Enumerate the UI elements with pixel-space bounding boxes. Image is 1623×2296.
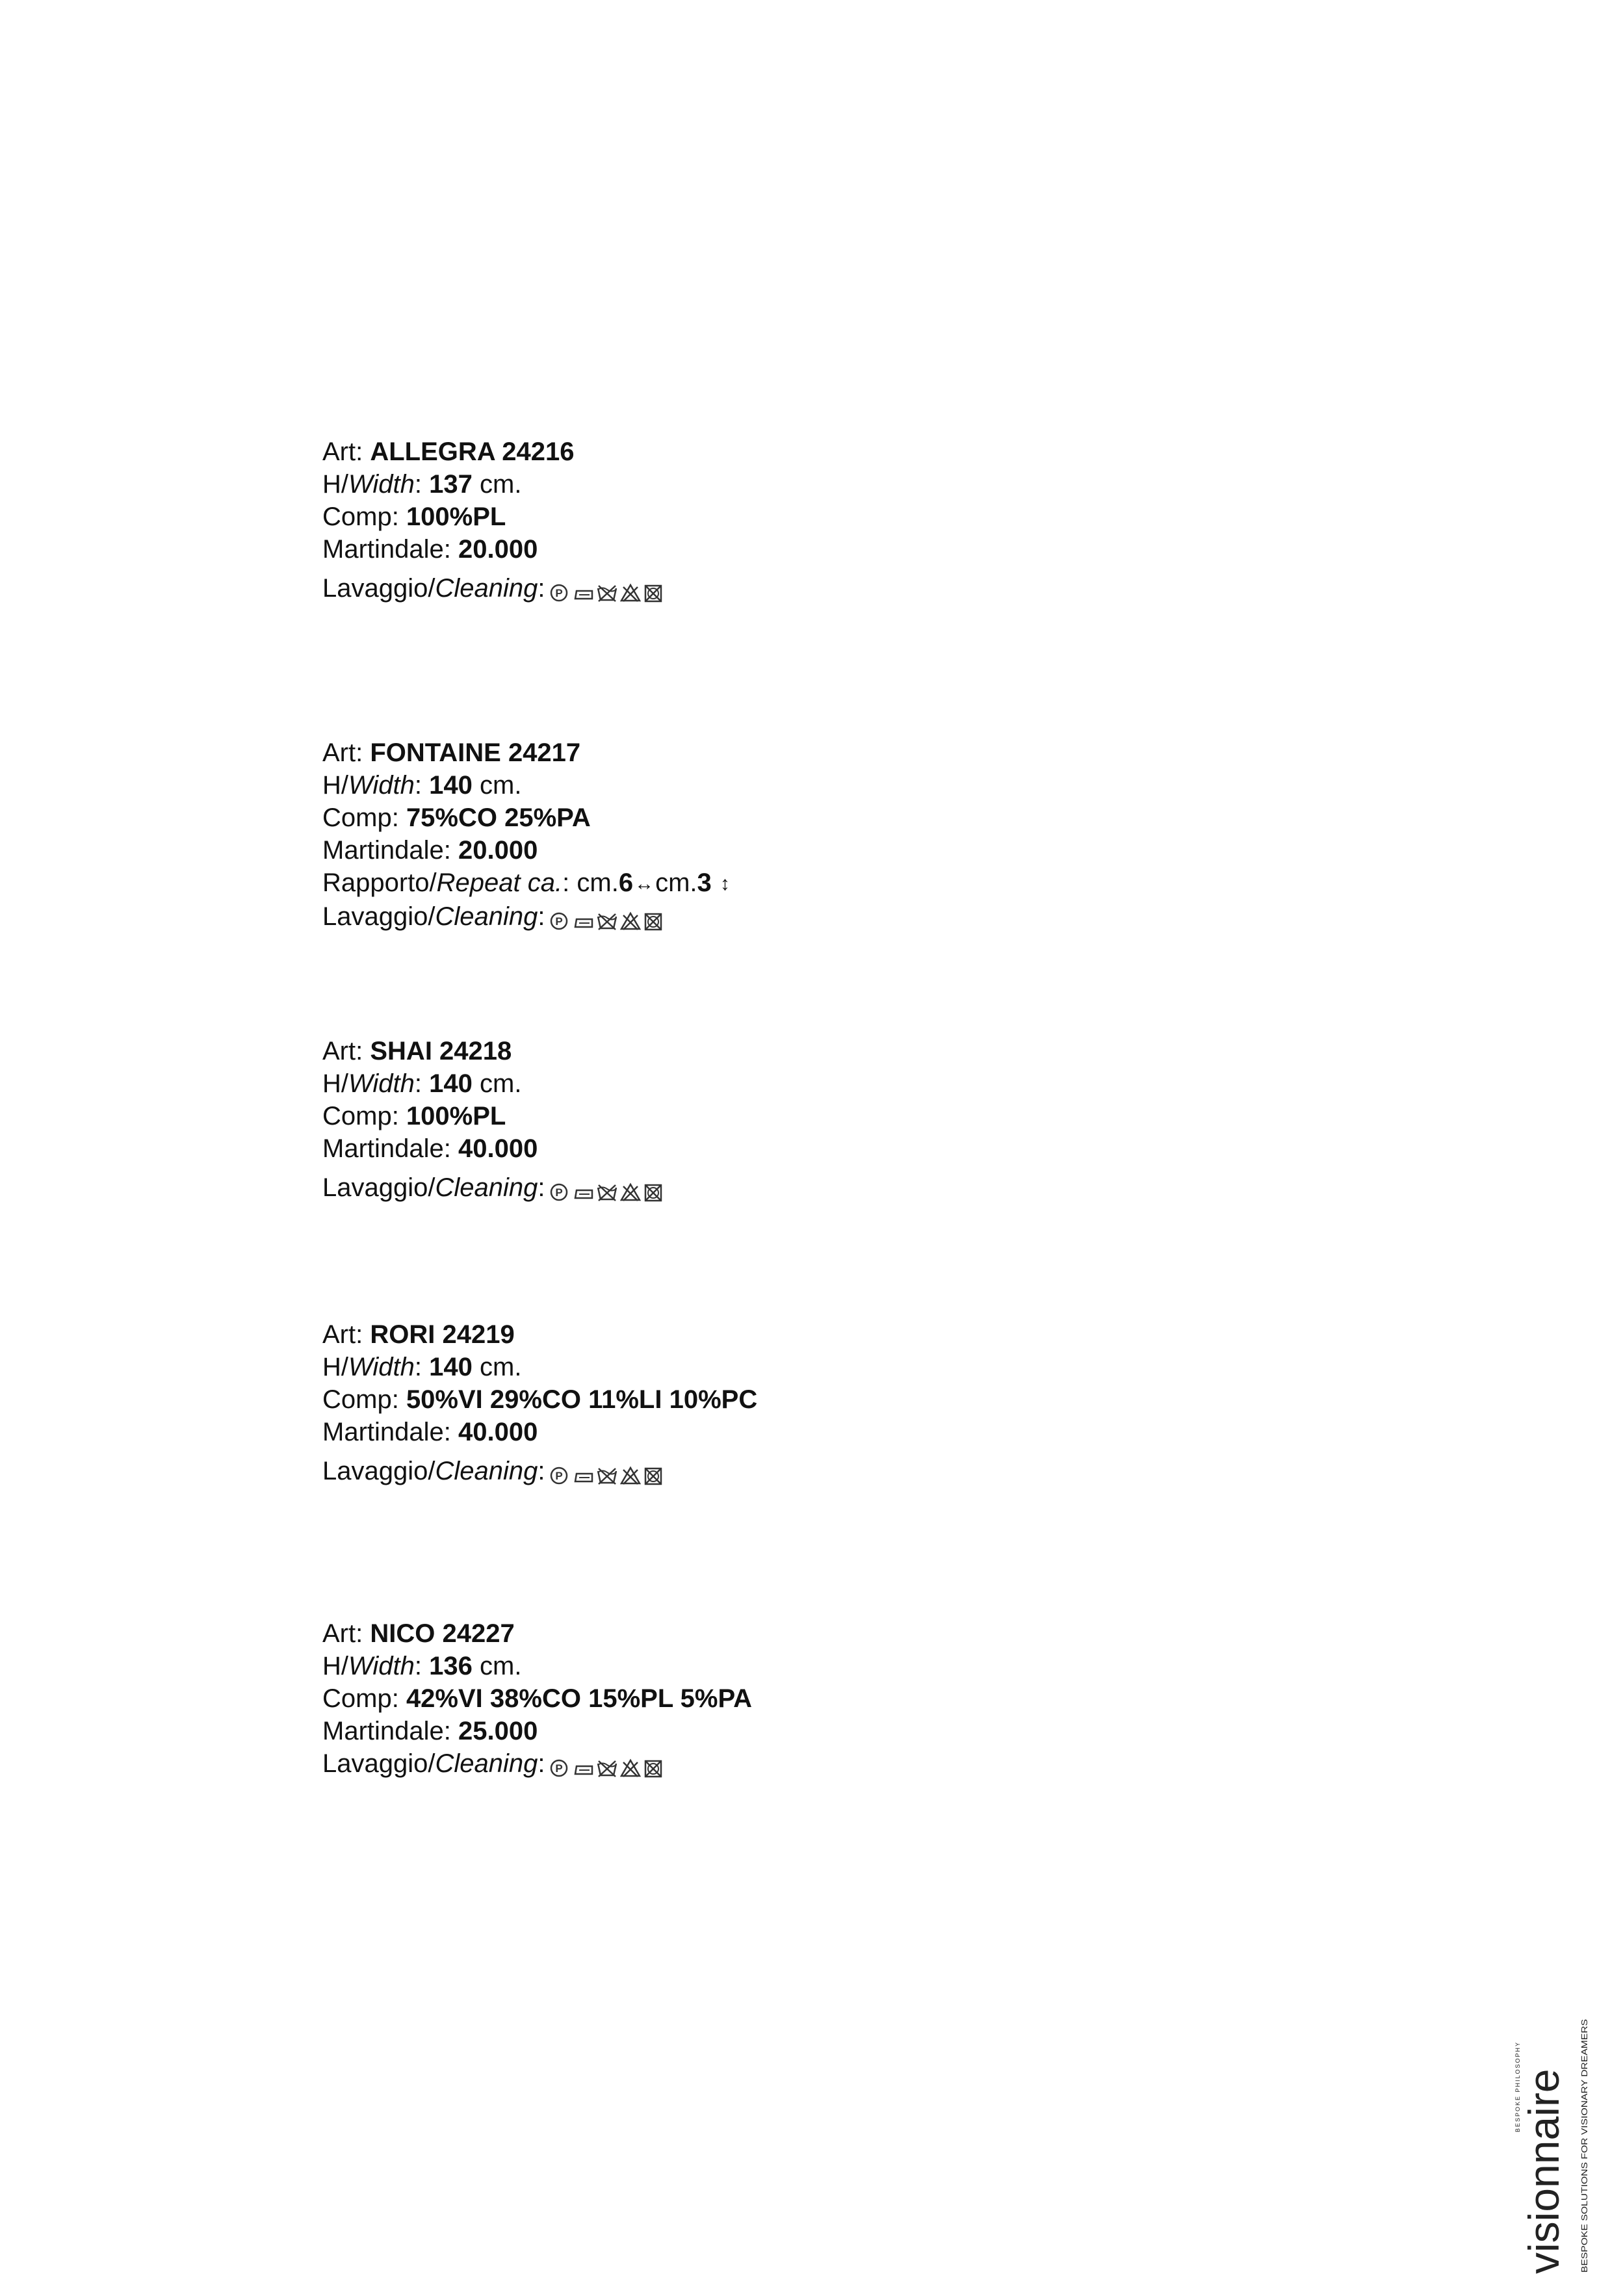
martindale-line: Martindale: 25.000 [322,1717,538,1745]
art-line: Art: RORI 24219 [322,1320,515,1349]
vertical-arrow-icon: ↕ [720,873,730,894]
logo-tagline: BESPOKE SOLUTIONS FOR VISIONARY DREAMERS [1579,2062,1589,2273]
no-tumble-dry-icon [643,906,666,935]
cleaning-line: Lavaggio/Cleaning: P [322,1747,752,1784]
cleaning-line: Lavaggio/Cleaning: P [322,900,731,937]
width-line: H/Width: 136 cm. [322,1652,522,1680]
art-line: Art: NICO 24227 [322,1619,515,1648]
no-wash-icon [596,578,619,607]
logo-small-text: BESPOKE PHILOSOPHY [1514,2041,1521,2132]
logo-wordmark: visionnaire [1520,2068,1568,2274]
no-wash-icon [596,1461,619,1489]
care-symbols [549,1175,666,1208]
martindale-line: Martindale: 40.000 [322,1418,538,1446]
martindale-line: Martindale: 20.000 [322,836,538,865]
dry-clean-p-icon [549,1177,573,1206]
svg-text:P: P [554,587,563,600]
no-wash-icon [596,906,619,935]
iron-icon [573,1753,596,1782]
iron-icon [573,1461,596,1489]
comp-line: Comp: 42%VI 38%CO 15%PL 5%PA [322,1684,753,1713]
no-bleach-icon [619,578,643,607]
no-tumble-dry-icon [643,1461,666,1489]
width-line: H/Width: 137 cm. [322,470,522,499]
visionnaire-logo [1514,2009,1605,2275]
product-fontaine [322,737,731,937]
art-line: Art: FONTAINE 24217 [322,738,581,767]
care-symbols [549,904,666,937]
brand-logo [1514,2009,1605,2275]
comp-line: Comp: 75%CO 25%PA [322,803,591,832]
no-tumble-dry-icon [643,578,666,607]
iron-icon [573,906,596,935]
product-name: ALLEGRA 24216 [370,437,575,466]
no-wash-icon [596,1753,619,1782]
cleaning-line: Lavaggio/Cleaning: P [322,1171,666,1208]
no-bleach-icon [619,1177,643,1206]
horizontal-arrow-icon: ↔ [634,873,655,894]
no-wash-icon [596,1177,619,1206]
width-line: H/Width: 140 cm. [322,771,522,800]
art-line: Art: ALLEGRA 24216 [322,437,575,466]
care-symbols [549,1459,666,1491]
product-name: FONTAINE 24217 [370,738,581,767]
dry-clean-p-icon [549,1753,573,1782]
no-bleach-icon [619,1753,643,1782]
no-bleach-icon [619,1461,643,1489]
dry-clean-p-icon [549,906,573,935]
svg-text:P: P [554,1762,563,1775]
dry-clean-p-icon [549,1461,573,1489]
svg-text:P: P [554,1470,563,1483]
comp-line: Comp: 100%PL [322,502,506,531]
cleaning-line: Lavaggio/Cleaning: P [322,572,666,608]
martindale-line: Martindale: 20.000 [322,535,538,564]
width-line: H/Width: 140 cm. [322,1353,522,1381]
svg-text:P: P [554,1186,563,1199]
iron-icon [573,578,596,607]
cleaning-line: Lavaggio/Cleaning: P [322,1455,757,1491]
no-tumble-dry-icon [643,1753,666,1782]
comp-line: Comp: 100%PL [322,1102,506,1130]
product-shai [322,1035,666,1208]
dry-clean-p-icon [549,578,573,607]
repeat-line: Rapporto/Repeat ca.: cm.6↔cm.3 ↕ [322,868,730,897]
product-name: RORI 24219 [370,1320,515,1349]
no-tumble-dry-icon [643,1177,666,1206]
svg-text:P: P [554,915,563,928]
width-line: H/Width: 140 cm. [322,1069,522,1098]
care-symbols [549,576,666,608]
iron-icon [573,1177,596,1206]
comp-line: Comp: 50%VI 29%CO 11%LI 10%PC [322,1385,758,1414]
product-name: NICO 24227 [370,1619,515,1648]
martindale-line: Martindale: 40.000 [322,1134,538,1163]
product-name: SHAI 24218 [370,1037,512,1065]
product-rori [322,1318,757,1491]
art-line: Art: SHAI 24218 [322,1037,512,1065]
product-nico [322,1617,752,1784]
care-symbols [549,1751,666,1784]
product-allegra [322,436,666,608]
no-bleach-icon [619,906,643,935]
